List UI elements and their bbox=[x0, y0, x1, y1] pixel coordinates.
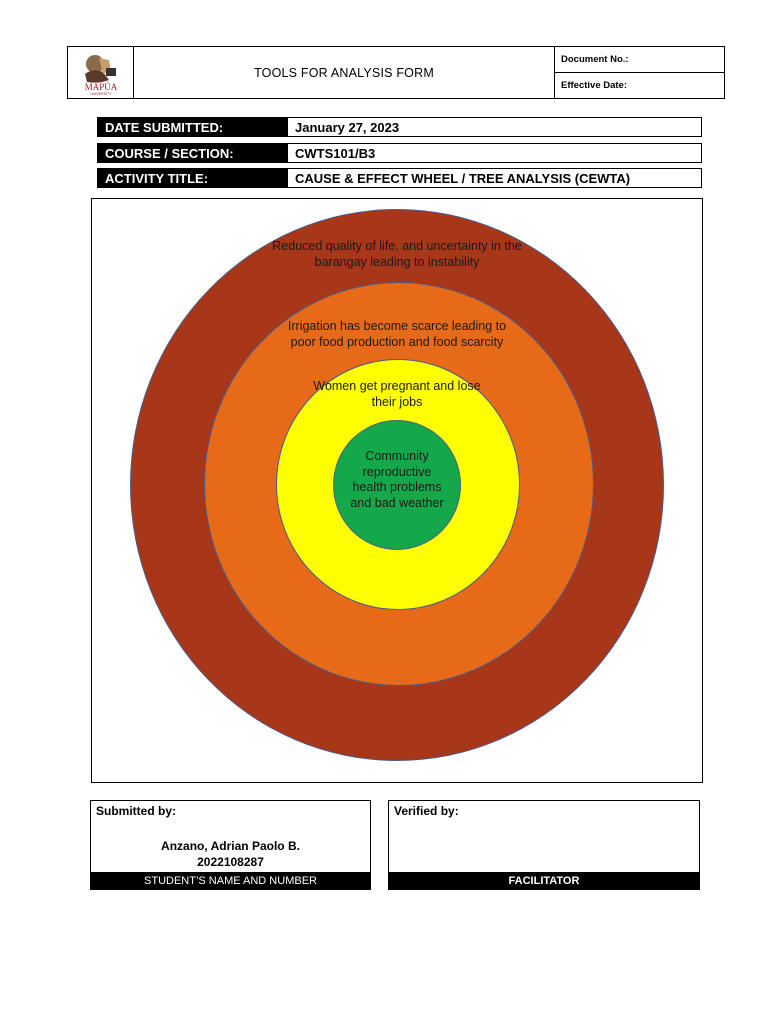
meta-cell bbox=[554, 47, 724, 98]
course-section-value[interactable]: CWTS101/B3 bbox=[295, 145, 376, 161]
submitted-by-label: Submitted by: bbox=[96, 804, 176, 818]
effective-date-label: Effective Date: bbox=[555, 72, 724, 98]
cause-effect-wheel bbox=[91, 198, 703, 783]
logo-subtext: UNIVERSITY bbox=[89, 91, 112, 96]
third-ring-text: Women get pregnant and lose their jobs bbox=[313, 379, 481, 409]
outer-ring-text: Reduced quality of life, and uncertainty in the barangay leading to instability bbox=[272, 239, 522, 269]
student-info bbox=[91, 838, 370, 870]
date-submitted-row bbox=[97, 117, 702, 137]
date-submitted-label: DATE SUBMITTED: bbox=[98, 118, 288, 136]
activity-title-label: ACTIVITY TITLE: bbox=[98, 169, 288, 187]
submitted-by-box bbox=[90, 800, 371, 890]
student-name: Anzano, Adrian Paolo B. bbox=[161, 839, 300, 853]
course-section-label: COURSE / SECTION: bbox=[98, 144, 288, 162]
logo-text: MAPÚA bbox=[84, 81, 117, 92]
activity-title-row bbox=[97, 168, 702, 188]
verified-by-box bbox=[388, 800, 700, 890]
activity-title-value[interactable]: CAUSE & EFFECT WHEEL / TREE ANALYSIS (CEWTA) bbox=[295, 170, 631, 186]
date-submitted-value[interactable]: January 27, 2023 bbox=[295, 119, 400, 135]
facilitator-footer: FACILITATOR bbox=[388, 872, 700, 890]
center-ring-text: Community reproductive health problems and bad weather bbox=[350, 449, 444, 510]
document-no-label: Document No.: bbox=[561, 54, 629, 65]
verified-by-label: Verified by: bbox=[394, 804, 459, 818]
second-ring-text: Irrigation has become scarce leading to poor food production and food scarcity bbox=[287, 319, 507, 349]
form-title: TOOLS FOR ANALYSIS FORM bbox=[254, 65, 434, 80]
student-footer: STUDENT’S NAME AND NUMBER bbox=[90, 872, 371, 890]
university-logo bbox=[79, 50, 123, 96]
student-number: 2022108287 bbox=[197, 855, 264, 869]
form-header bbox=[67, 46, 725, 99]
logo-cell bbox=[68, 47, 134, 98]
course-section-row bbox=[97, 143, 702, 163]
